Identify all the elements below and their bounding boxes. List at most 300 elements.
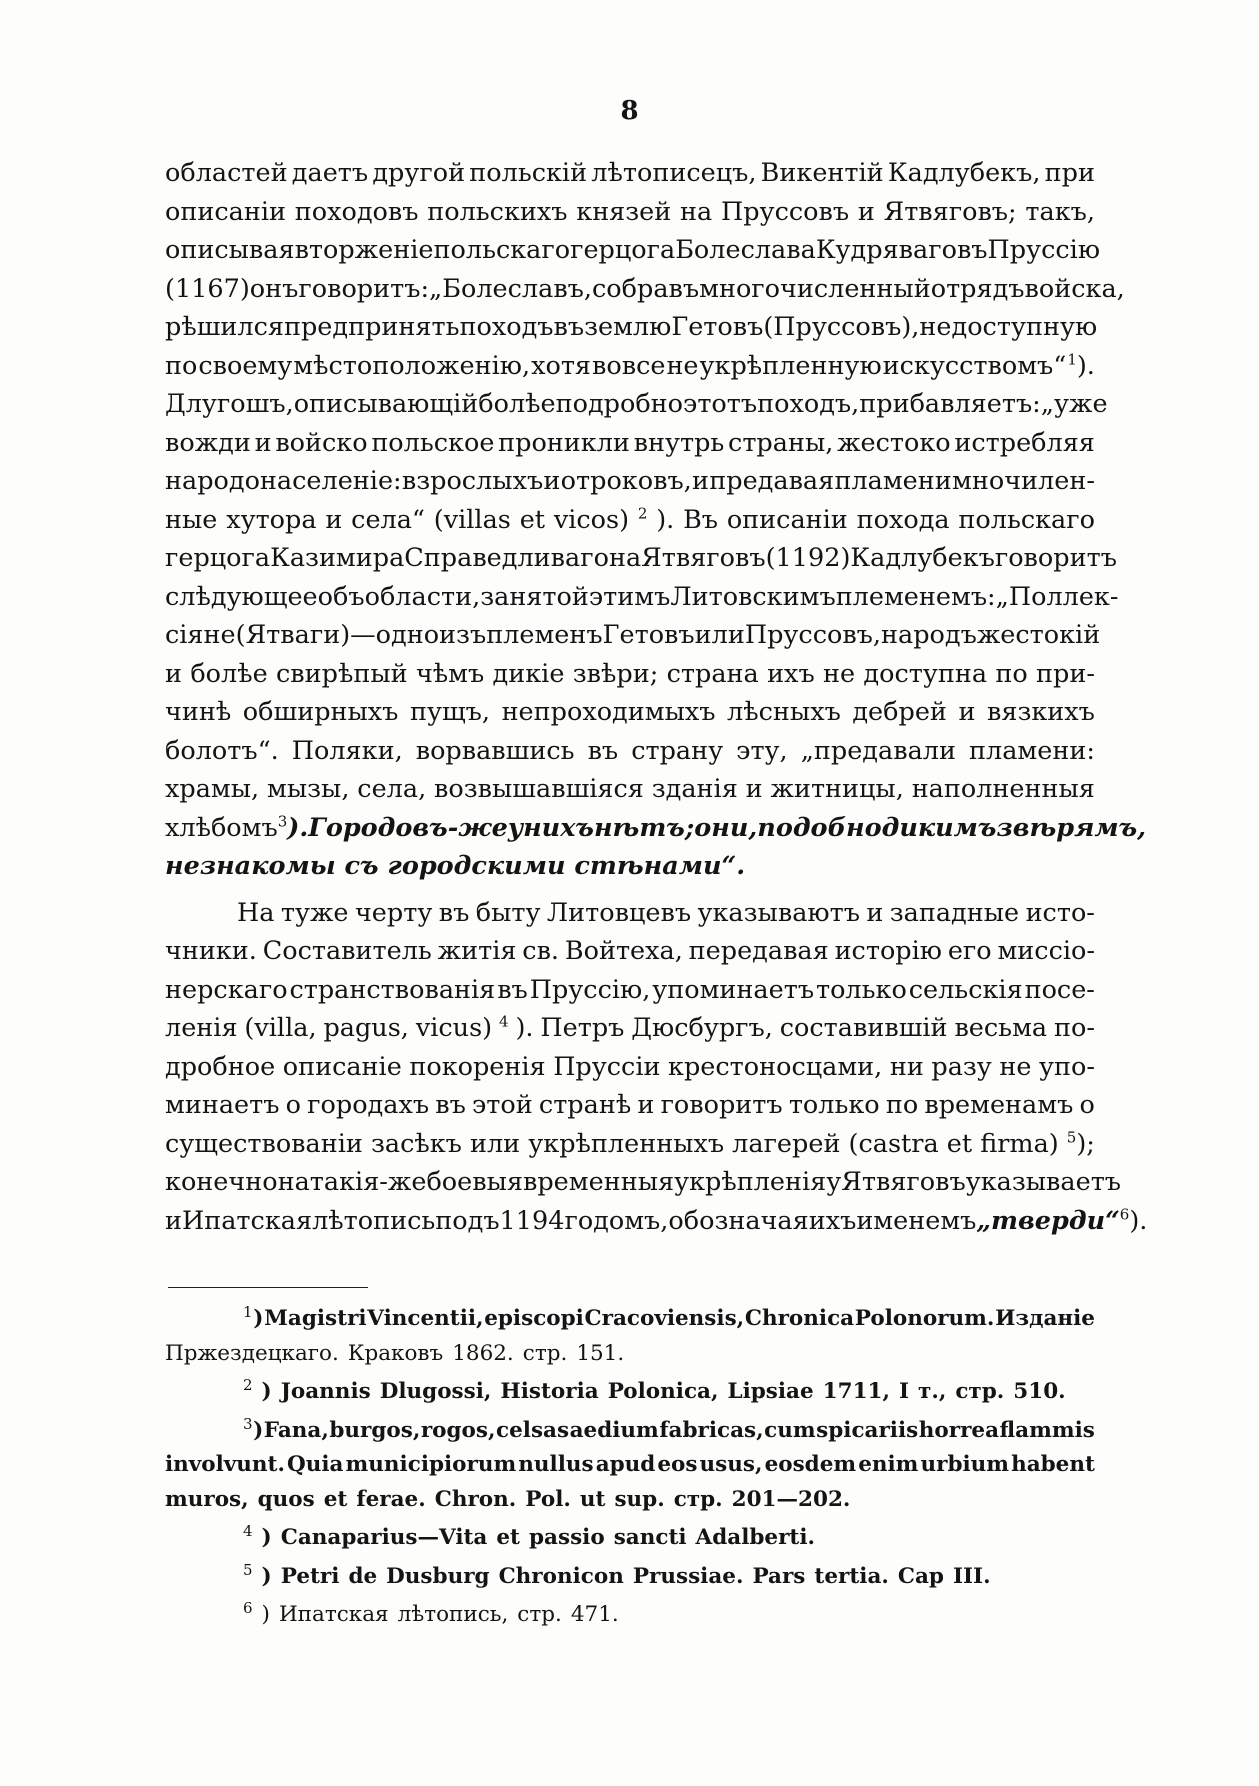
word: жестокій <box>976 620 1101 650</box>
word: обширныхъ <box>242 697 399 727</box>
word: Canaparius—Vita <box>280 1525 488 1550</box>
word: urbium <box>920 1452 1010 1477</box>
word: исто- <box>1025 897 1095 928</box>
footnotes <box>165 1302 1095 1633</box>
word: „Болеславъ, <box>429 273 593 304</box>
word: 1711, <box>822 1379 890 1404</box>
word: rogos, <box>420 1417 496 1443</box>
word: de <box>348 1563 378 1589</box>
footnote-divider <box>168 1287 368 1288</box>
word: не <box>666 350 699 381</box>
word: отрядъ <box>930 273 1025 304</box>
word: pagus, <box>323 1013 409 1043</box>
word: возвышавшіяся <box>434 774 644 804</box>
word: говоритъ <box>660 1090 783 1120</box>
word: мночилен- <box>952 466 1095 496</box>
word: лѣтопись, <box>397 1602 509 1627</box>
word: временамъ <box>924 1090 1074 1120</box>
word: свирѣпый <box>276 658 408 689</box>
footnote-entry <box>243 1302 253 1337</box>
word: войско <box>275 427 368 458</box>
word: Гетовъ <box>671 312 764 342</box>
word: fabricas, <box>659 1417 764 1443</box>
word: Въ <box>683 504 719 535</box>
footnote-entry <box>243 1560 253 1595</box>
word: отроковъ, <box>560 466 692 496</box>
text-line <box>165 539 1117 578</box>
word: Cap <box>897 1563 944 1589</box>
word: подъ <box>435 1205 500 1236</box>
footnote-number: 4 <box>243 1521 253 1540</box>
word: ). <box>515 1013 534 1043</box>
word: (villas <box>433 504 511 535</box>
word: передавая <box>688 936 829 966</box>
word: Vincentii, <box>367 1306 484 1331</box>
word: (castra <box>848 1128 939 1159</box>
footnote-ref <box>638 501 648 540</box>
word: по- <box>1054 1013 1095 1043</box>
word: описаніе <box>282 1051 402 1082</box>
word: онъ <box>249 273 299 304</box>
word: хотя <box>531 350 592 381</box>
word: села“ <box>351 504 425 535</box>
word: герцога <box>165 543 271 573</box>
word: вожди <box>165 427 251 458</box>
footnote-ref-tail: ); <box>1076 1128 1095 1159</box>
word: и <box>165 1205 182 1236</box>
word: Кадлубекъ, <box>887 158 1041 188</box>
word: на <box>680 196 713 227</box>
word: укрѣпленныхъ <box>528 1128 725 1159</box>
word: Пржездецкаго. <box>165 1340 339 1366</box>
word: жестоко <box>837 427 951 458</box>
word: Болеслава <box>675 235 816 265</box>
word: области, <box>364 581 481 612</box>
word: проникли <box>498 427 630 458</box>
word: Краковъ <box>347 1340 444 1366</box>
footnote-line <box>165 1414 1095 1449</box>
word: о <box>1079 1090 1095 1120</box>
word: celsas <box>496 1417 570 1443</box>
word: et <box>519 504 546 535</box>
word: лѣсныхъ <box>727 697 841 727</box>
italic-text: „тверди“ <box>976 1205 1120 1236</box>
word: о <box>285 1090 301 1120</box>
word: истребляя <box>954 427 1095 458</box>
text-line <box>165 1086 1095 1125</box>
word: Городовъ-же <box>308 812 508 843</box>
text-line <box>165 1125 1095 1164</box>
word: храмы, <box>165 774 260 804</box>
text-line <box>165 1202 1148 1241</box>
footnote-ref-number: 1 <box>1067 350 1077 368</box>
word: Казимира <box>270 543 405 573</box>
footnote-number: 6 <box>243 1598 253 1617</box>
word: занятой <box>480 581 589 612</box>
word: лѣтопись <box>312 1205 436 1236</box>
word: sup. <box>614 1486 665 1512</box>
word: ворвавшись <box>415 735 575 766</box>
word: этой <box>472 1090 533 1120</box>
word: этимъ <box>588 581 671 612</box>
word: Polonorum. <box>854 1306 995 1331</box>
word: упо- <box>1039 1051 1095 1082</box>
word: Joannis <box>280 1379 371 1404</box>
word: вязкихъ <box>987 697 1095 727</box>
footnote-ref-number: 4 <box>499 1012 509 1031</box>
word: подробно <box>555 389 684 419</box>
word: рѣшился <box>165 312 284 342</box>
word: лѣтописецъ, <box>591 158 757 188</box>
footnote-entry <box>243 1521 253 1556</box>
word: войска, <box>1024 273 1125 304</box>
word: народъ <box>881 620 977 650</box>
word: объ <box>317 581 365 612</box>
word: пущъ, <box>409 697 491 727</box>
footnote-entry <box>243 1598 253 1633</box>
footnote-number: 3 <box>243 1414 253 1433</box>
word: ) <box>261 1379 272 1404</box>
footnote-line <box>165 1560 1095 1595</box>
word: 151. <box>576 1340 625 1366</box>
word: vicus) <box>415 1013 493 1043</box>
word: Длугошъ, <box>165 389 294 419</box>
word: ferae. <box>356 1486 426 1512</box>
word: ленія <box>165 1013 238 1043</box>
word: Литовцевъ <box>546 897 692 928</box>
word: 471. <box>570 1602 619 1627</box>
word: говоритъ: <box>298 273 430 304</box>
paragraph-gap <box>165 886 1095 894</box>
word: племенемъ: <box>835 581 996 612</box>
word: нѣтъ; <box>593 812 695 843</box>
page-number: 8 <box>620 96 639 126</box>
word: eos <box>657 1452 698 1477</box>
word: взрослыхъ <box>401 466 544 496</box>
word: дробное <box>165 1051 276 1082</box>
word: Дюсбургъ, <box>631 1013 773 1043</box>
word: не <box>999 1051 1032 1082</box>
word: firma) <box>980 1128 1059 1159</box>
word: sancti <box>613 1525 687 1550</box>
word: герцога <box>570 235 676 265</box>
word: Petri <box>280 1563 340 1589</box>
word: nullus <box>518 1452 594 1477</box>
word: изъ <box>439 620 487 650</box>
word: годомъ, <box>564 1205 669 1236</box>
footnote-entry <box>243 1414 253 1449</box>
word: или <box>694 620 745 650</box>
word: Chronicon <box>498 1563 624 1589</box>
footnote-line <box>165 1302 1095 1337</box>
text-line <box>165 231 1101 270</box>
text-line <box>165 693 1095 732</box>
word: (Пруссовъ), <box>763 312 920 342</box>
word: слѣдующее <box>165 581 318 612</box>
word: минаетъ <box>165 1090 280 1120</box>
word: пламени <box>834 466 952 496</box>
word: Dlugossi, <box>379 1379 492 1404</box>
footnote-line <box>165 1337 1095 1372</box>
word: и <box>745 774 763 804</box>
word: по <box>885 1090 919 1120</box>
word: flammis <box>999 1417 1095 1443</box>
word: usus, <box>699 1452 763 1477</box>
word: Ипатская <box>182 1205 313 1236</box>
word: существованіи <box>165 1128 363 1159</box>
word: только <box>815 974 907 1005</box>
word: боевыя <box>426 1167 523 1197</box>
text-line <box>165 270 1125 309</box>
word: vicos) <box>553 504 630 535</box>
footnote-line <box>165 1521 1095 1556</box>
word: при <box>1044 158 1095 188</box>
footnote-line <box>165 1483 1095 1518</box>
word: 201—202. <box>731 1486 851 1512</box>
word: На <box>237 897 275 928</box>
word: именемъ <box>856 1205 977 1236</box>
text-line <box>165 971 1095 1010</box>
word: Ятвяговъ <box>841 1167 966 1197</box>
word: посе- <box>1024 974 1095 1005</box>
text-line <box>165 501 1095 540</box>
text-line <box>165 1009 1095 1048</box>
word: разу <box>931 1051 992 1082</box>
word: Гетовъ <box>602 620 695 650</box>
text-line <box>165 655 1095 694</box>
word: Polonica, <box>607 1379 719 1404</box>
word: народонаселеніе: <box>165 466 402 496</box>
word: предавая <box>709 466 835 496</box>
word: по <box>165 350 198 381</box>
word: мызы, <box>267 774 350 804</box>
word: миссіо- <box>997 936 1095 966</box>
footnote-ref <box>499 1009 509 1048</box>
word: эту, <box>736 735 788 766</box>
word: Петръ <box>540 1013 625 1043</box>
word: passio <box>529 1525 605 1550</box>
word: и <box>637 1090 655 1120</box>
word: походовъ <box>294 196 419 227</box>
word: Поляки, <box>291 735 403 766</box>
word: ихъ <box>808 1205 857 1236</box>
word: Quia <box>287 1452 344 1477</box>
word: Cracoviensis, <box>584 1306 745 1331</box>
word: и <box>543 466 561 496</box>
footnote-ref <box>278 809 288 848</box>
footnote-ref-tail: ). <box>1076 350 1095 381</box>
text-line <box>165 616 1101 655</box>
word: областей <box>165 158 288 188</box>
word: въ <box>438 897 470 928</box>
word: Войтеха, <box>564 936 683 966</box>
word: землю <box>584 312 672 342</box>
word: болѣе <box>190 658 268 689</box>
word: Dusburg <box>386 1563 490 1589</box>
word: чинѣ <box>165 697 232 727</box>
word: болѣе <box>478 389 556 419</box>
word: хутора <box>226 504 317 535</box>
word: его <box>947 936 992 966</box>
word: enim <box>858 1452 919 1477</box>
word: не <box>822 658 856 689</box>
word: Справедливаго <box>404 543 609 573</box>
word: польское <box>371 427 495 458</box>
word: cum <box>764 1417 816 1443</box>
word: доступна <box>863 658 988 689</box>
word: походъ, <box>757 389 860 419</box>
word: описывая <box>165 235 295 265</box>
word: нихъ <box>523 812 594 843</box>
word: ни <box>889 1051 924 1082</box>
word: et <box>323 1486 348 1512</box>
word: собравъ <box>592 273 700 304</box>
word: житницы, <box>770 774 904 804</box>
word: (villa, <box>244 1013 317 1043</box>
word: въ <box>435 1090 466 1120</box>
word: предпринять <box>283 312 460 342</box>
text-line <box>165 894 1095 933</box>
word: дикіе <box>492 658 565 689</box>
word: нерскаго <box>165 974 288 1005</box>
word: исторію <box>834 936 942 966</box>
word: туже <box>280 897 349 928</box>
word: Fana, <box>263 1417 329 1443</box>
word: другой <box>372 158 466 188</box>
word: и <box>958 697 976 727</box>
word: muros, <box>165 1486 249 1512</box>
word: своему <box>198 350 293 381</box>
word: села, <box>357 774 427 804</box>
word: et <box>946 1128 973 1159</box>
word: вторженіе <box>294 235 434 265</box>
italic-text: незнакомы съ городскими стѣнами“. <box>165 851 746 881</box>
word: Chron. <box>434 1486 517 1512</box>
footnote-line <box>165 1448 1095 1483</box>
word: непроходимыхъ <box>501 697 716 727</box>
word: Литовскимъ <box>670 581 836 612</box>
word: стр. <box>673 1486 723 1512</box>
word: или <box>469 1128 521 1159</box>
word: упоминаетъ <box>652 974 815 1005</box>
word: польскаго <box>958 504 1095 535</box>
word: описаніи <box>165 196 286 227</box>
word: житія <box>437 936 517 966</box>
word: involvunt. <box>165 1452 285 1477</box>
word: Викентій <box>760 158 884 188</box>
word: Prussiae. <box>632 1563 744 1589</box>
word: и <box>857 196 875 227</box>
word: Pars <box>752 1563 806 1589</box>
word: ). <box>656 504 675 535</box>
text-line <box>165 308 1098 347</box>
text-line <box>165 424 1095 463</box>
text-line <box>165 1163 1122 1202</box>
word: episcopi <box>484 1306 584 1331</box>
word: ихъ <box>767 658 815 689</box>
word: Пруссовъ <box>721 196 850 227</box>
word: spicariis <box>816 1417 919 1443</box>
word: по <box>995 658 1028 689</box>
word: такія-же <box>309 1167 427 1197</box>
footnote-number: 2 <box>243 1375 253 1394</box>
word: страну <box>631 735 724 766</box>
word: болотъ“. <box>165 735 279 766</box>
text-line <box>165 193 1095 232</box>
footnote-ref <box>976 1202 1147 1241</box>
word: стр. <box>517 1602 562 1627</box>
word: I <box>898 1379 910 1404</box>
word: ) <box>261 1602 270 1627</box>
text-line <box>165 578 1119 617</box>
word: municipiorum <box>345 1452 517 1477</box>
word: польскій <box>469 158 588 188</box>
word: Пруссіи <box>553 1051 661 1082</box>
word: Пруссовъ, <box>744 620 882 650</box>
word: при- <box>1036 658 1095 689</box>
word: ) <box>253 1306 264 1331</box>
word: quos <box>257 1486 315 1512</box>
text-line <box>165 462 1095 501</box>
word: многочисленный <box>699 273 931 304</box>
word: описывающій <box>293 389 479 419</box>
word: Ипатская <box>278 1602 389 1627</box>
word: Кудряваго <box>815 235 957 265</box>
word: у <box>826 1167 842 1197</box>
footnote-entry <box>243 1375 253 1410</box>
word: (1167) <box>165 273 250 304</box>
footnote-ref <box>1067 1125 1095 1164</box>
word: „Поллек- <box>995 581 1119 612</box>
word: страна <box>666 658 759 689</box>
word: этотъ <box>683 389 758 419</box>
text-line <box>165 347 1095 386</box>
word: сіяне <box>165 620 236 650</box>
word: въ <box>553 312 585 342</box>
word: такъ, <box>1025 196 1095 227</box>
word: Пруссію, <box>529 974 651 1005</box>
word: ). <box>287 812 309 843</box>
word: даетъ <box>291 158 369 188</box>
word: на <box>608 543 642 573</box>
word: horrea <box>918 1417 1000 1443</box>
word: Составитель <box>262 936 432 966</box>
word: описаніи <box>726 504 848 535</box>
word: Кадлубекъ <box>850 543 995 573</box>
word: укрѣпленную <box>699 350 882 381</box>
footnote-number: 5 <box>243 1560 253 1579</box>
word: крестоносцами, <box>668 1051 883 1082</box>
text-line <box>165 932 1095 971</box>
word: (1192) <box>765 543 851 573</box>
word: племенъ <box>486 620 603 650</box>
word: Magistri <box>264 1306 367 1331</box>
word: городахъ <box>307 1090 430 1120</box>
footnote-ref-tail: ). <box>1129 1205 1148 1236</box>
word: подобно <box>757 812 882 843</box>
text-line <box>165 770 1095 809</box>
word: въ <box>497 974 528 1005</box>
word: польскаго <box>433 235 571 265</box>
word: странствованія <box>289 974 496 1005</box>
main-text <box>165 154 1148 1240</box>
word: вовсе <box>592 350 666 381</box>
footnote-ref-number: 2 <box>637 504 648 522</box>
word: на <box>277 1167 310 1197</box>
word: черту <box>354 897 433 928</box>
word: засѣкъ <box>370 1128 462 1159</box>
footnote-ref-number: 3 <box>277 812 288 830</box>
